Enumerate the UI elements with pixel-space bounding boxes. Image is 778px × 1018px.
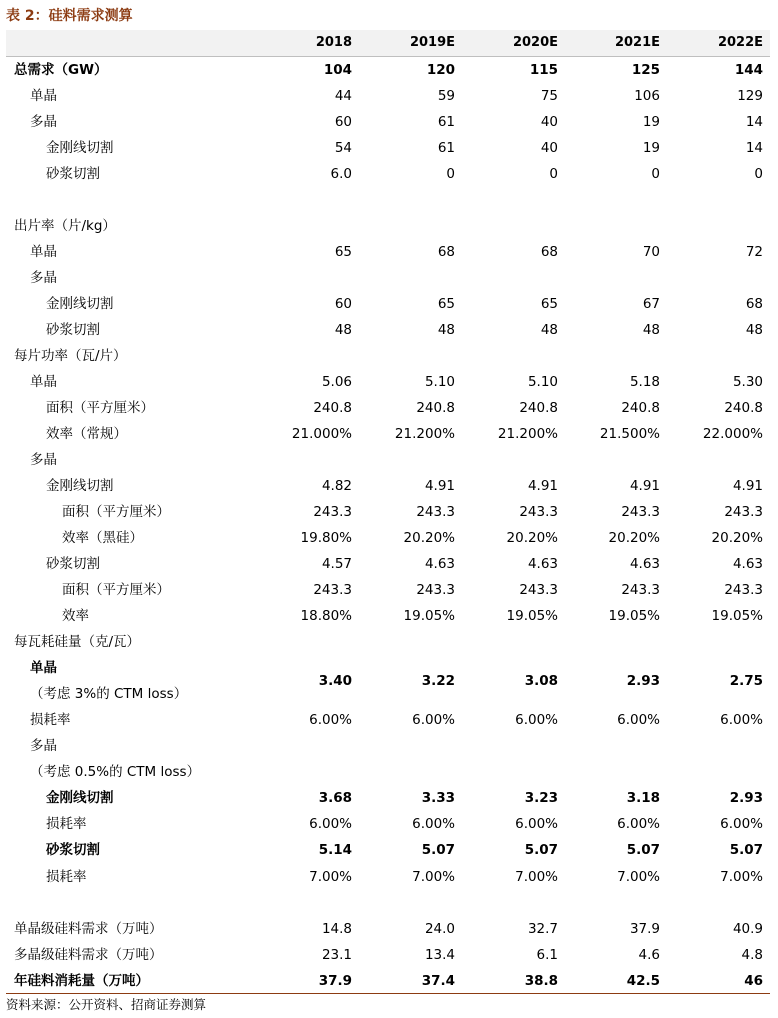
cell-value: 5.18 <box>629 374 660 390</box>
cell-value: 19.80% <box>300 530 352 546</box>
cell-value: 14 <box>745 140 763 156</box>
cell-value: 5.06 <box>321 374 352 390</box>
row-label: 砂浆切割 <box>46 166 100 182</box>
column-header: 2022E <box>717 35 763 50</box>
cell-value: 40.9 <box>732 921 763 937</box>
table-row <box>6 161 770 187</box>
cell-value: 243.3 <box>724 504 763 520</box>
row-label: 单晶 <box>30 374 57 390</box>
row-label: 面积（平方厘米） <box>62 504 170 520</box>
cell-value: 21.200% <box>394 426 455 442</box>
cell-value: 21.500% <box>599 426 660 442</box>
cell-value: 240.8 <box>416 400 455 416</box>
cell-value: 19.05% <box>711 608 763 624</box>
cell-value: 243.3 <box>519 582 558 598</box>
cell-value: 37.9 <box>318 973 352 989</box>
row-label: 多晶 <box>30 452 57 468</box>
cell-value: 4.6 <box>638 947 660 963</box>
row-label: 年硅料消耗量（万吨） <box>14 973 149 989</box>
table-row <box>6 213 770 239</box>
cell-value: 6.0 <box>330 166 352 182</box>
cell-value: 24.0 <box>424 921 455 937</box>
cell-value: 14 <box>745 114 763 130</box>
cell-value: 21.000% <box>291 426 352 442</box>
cell-value: 20.20% <box>506 530 558 546</box>
cell-value: 243.3 <box>621 504 660 520</box>
cell-value: 42.5 <box>626 973 660 989</box>
cell-value: 243.3 <box>416 582 455 598</box>
cell-value: 59 <box>437 88 455 104</box>
cell-value: 5.30 <box>732 374 763 390</box>
cell-value: 0 <box>446 166 455 182</box>
cell-value: 125 <box>631 62 660 78</box>
cell-value: 19.05% <box>608 608 660 624</box>
cell-value: 3.68 <box>318 790 352 806</box>
cell-value: 4.82 <box>321 478 352 494</box>
cell-value: 5.10 <box>527 374 558 390</box>
cell-value: 48 <box>540 322 558 338</box>
table-row <box>6 83 770 109</box>
table-row <box>6 551 770 577</box>
table-row <box>6 499 770 525</box>
cell-value: 5.07 <box>729 842 763 858</box>
row-label: 面积（平方厘米） <box>62 582 170 598</box>
cell-value: 7.00% <box>617 869 660 885</box>
row-label: 多晶 <box>30 738 57 754</box>
table-row <box>6 239 770 265</box>
table-row <box>6 447 770 473</box>
cell-value: 37.4 <box>421 973 455 989</box>
row-label: 砂浆切割 <box>46 322 100 338</box>
table-row <box>6 785 770 811</box>
column-header: 2019E <box>409 35 455 50</box>
cell-value: 5.07 <box>421 842 455 858</box>
cell-value: 40 <box>540 140 558 156</box>
cell-value: 6.00% <box>412 816 455 832</box>
table-row <box>6 942 770 968</box>
cell-value: 19.05% <box>403 608 455 624</box>
table-row-values <box>6 668 770 694</box>
row-label: 单晶 <box>30 244 57 260</box>
cell-value: 4.63 <box>527 556 558 572</box>
row-label: 面积（平方厘米） <box>46 400 154 416</box>
table-title: 表 2：硅料需求测算 <box>6 8 133 24</box>
section-label: 每片功率（瓦/片） <box>14 348 127 364</box>
cell-value: 37.9 <box>629 921 660 937</box>
table-row <box>6 421 770 447</box>
cell-value: 0 <box>549 166 558 182</box>
cell-value: 104 <box>323 62 352 78</box>
row-label: 多晶 <box>30 114 57 130</box>
cell-value: 65 <box>540 296 558 312</box>
row-label: 砂浆切割 <box>46 556 100 572</box>
cell-value: 3.08 <box>524 673 558 689</box>
table-row <box>6 109 770 135</box>
cell-value: 4.63 <box>629 556 660 572</box>
cell-value: 4.91 <box>527 478 558 494</box>
row-label: 损耗率 <box>46 869 87 885</box>
cell-value: 72 <box>745 244 763 260</box>
cell-value: 23.1 <box>321 947 352 963</box>
cell-value: 243.3 <box>313 504 352 520</box>
cell-value: 243.3 <box>621 582 660 598</box>
cell-value: 68 <box>437 244 455 260</box>
cell-value: 48 <box>334 322 352 338</box>
cell-value: 5.07 <box>626 842 660 858</box>
table-row <box>6 525 770 551</box>
cell-value: 6.00% <box>309 712 352 728</box>
cell-value: 75 <box>540 88 558 104</box>
cell-value: 2.93 <box>626 673 660 689</box>
cell-value: 65 <box>334 244 352 260</box>
table-row <box>6 317 770 343</box>
table-row <box>6 369 770 395</box>
row-label: 金刚线切割 <box>46 478 114 494</box>
cell-value: 6.00% <box>515 712 558 728</box>
cell-value: 21.200% <box>497 426 558 442</box>
section-label: 出片率（片/kg） <box>14 218 116 234</box>
cell-value: 20.20% <box>711 530 763 546</box>
cell-value: 240.8 <box>621 400 660 416</box>
table-row <box>6 968 770 994</box>
cell-value: 6.00% <box>617 816 660 832</box>
row-note: （考虑 3%的 CTM loss） <box>30 686 188 702</box>
table-row <box>6 135 770 161</box>
cell-value: 0 <box>651 166 660 182</box>
table-row <box>6 473 770 499</box>
row-label: 砂浆切割 <box>46 842 100 858</box>
row-label: 效率（常规） <box>46 426 127 442</box>
cell-value: 4.63 <box>732 556 763 572</box>
cell-value: 3.23 <box>524 790 558 806</box>
cell-value: 38.8 <box>524 973 558 989</box>
source-note: 资料来源：公开资料、招商证券测算 <box>6 997 207 1012</box>
cell-value: 32.7 <box>527 921 558 937</box>
table-row <box>6 343 770 369</box>
cell-value: 19.05% <box>506 608 558 624</box>
cell-value: 65 <box>437 296 455 312</box>
cell-value: 61 <box>437 114 455 130</box>
row-label: 金刚线切割 <box>46 140 114 156</box>
cell-value: 61 <box>437 140 455 156</box>
cell-value: 7.00% <box>412 869 455 885</box>
cell-value: 6.00% <box>720 816 763 832</box>
table-row <box>6 57 770 83</box>
cell-value: 106 <box>634 88 660 104</box>
table-row <box>6 395 770 421</box>
row-note: （考虑 0.5%的 CTM loss） <box>30 764 201 780</box>
table-bottom-divider <box>6 993 770 994</box>
cell-value: 4.91 <box>732 478 763 494</box>
row-label: 效率（黑硅） <box>62 530 143 546</box>
table-row <box>6 759 770 785</box>
cell-value: 115 <box>529 62 558 78</box>
cell-value: 240.8 <box>519 400 558 416</box>
row-label: 损耗率 <box>46 816 87 832</box>
cell-value: 22.000% <box>702 426 763 442</box>
row-label: 金刚线切割 <box>46 790 114 806</box>
table-row <box>6 291 770 317</box>
cell-value: 19 <box>642 140 660 156</box>
cell-value: 4.63 <box>424 556 455 572</box>
cell-value: 48 <box>642 322 660 338</box>
table-row <box>6 864 770 890</box>
cell-value: 4.91 <box>629 478 660 494</box>
cell-value: 6.00% <box>309 816 352 832</box>
cell-value: 243.3 <box>519 504 558 520</box>
row-label: 多晶级硅料需求（万吨） <box>14 947 163 963</box>
row-label: 单晶 <box>30 88 57 104</box>
cell-value: 70 <box>642 244 660 260</box>
cell-value: 60 <box>334 296 352 312</box>
table-row <box>6 577 770 603</box>
cell-value: 14.8 <box>321 921 352 937</box>
cell-value: 5.07 <box>524 842 558 858</box>
cell-value: 19 <box>642 114 660 130</box>
cell-value: 2.93 <box>729 790 763 806</box>
row-label: 多晶 <box>30 270 57 286</box>
table-row <box>6 733 770 759</box>
row-label: 单晶 <box>30 660 57 676</box>
cell-value: 6.00% <box>617 712 660 728</box>
row-label: 损耗率 <box>30 712 71 728</box>
cell-value: 3.22 <box>421 673 455 689</box>
cell-value: 68 <box>745 296 763 312</box>
cell-value: 7.00% <box>720 869 763 885</box>
table-row <box>6 265 770 291</box>
table-row <box>6 603 770 629</box>
column-header: 2021E <box>614 35 660 50</box>
cell-value: 67 <box>642 296 660 312</box>
cell-value: 3.18 <box>626 790 660 806</box>
cell-value: 243.3 <box>313 582 352 598</box>
cell-value: 129 <box>737 88 763 104</box>
column-header: 2020E <box>512 35 558 50</box>
cell-value: 48 <box>745 322 763 338</box>
cell-value: 4.8 <box>741 947 763 963</box>
row-label: 单晶级硅料需求（万吨） <box>14 921 163 937</box>
table-row <box>6 811 770 837</box>
cell-value: 68 <box>540 244 558 260</box>
cell-value: 60 <box>334 114 352 130</box>
cell-value: 144 <box>734 62 763 78</box>
row-label: 效率 <box>62 608 89 624</box>
cell-value: 243.3 <box>416 504 455 520</box>
cell-value: 4.91 <box>424 478 455 494</box>
cell-value: 243.3 <box>724 582 763 598</box>
cell-value: 120 <box>426 62 455 78</box>
cell-value: 240.8 <box>313 400 352 416</box>
cell-value: 2.75 <box>729 673 763 689</box>
cell-value: 6.00% <box>720 712 763 728</box>
cell-value: 48 <box>437 322 455 338</box>
cell-value: 18.80% <box>300 608 352 624</box>
cell-value: 4.57 <box>321 556 352 572</box>
cell-value: 7.00% <box>515 869 558 885</box>
table-header <box>6 30 770 57</box>
cell-value: 20.20% <box>403 530 455 546</box>
table-row <box>6 629 770 655</box>
cell-value: 54 <box>334 140 352 156</box>
cell-value: 40 <box>540 114 558 130</box>
table-row <box>6 837 770 863</box>
table-row <box>6 916 770 942</box>
column-header: 2018 <box>315 35 352 50</box>
cell-value: 3.40 <box>318 673 352 689</box>
cell-value: 6.1 <box>536 947 558 963</box>
cell-value: 44 <box>334 88 352 104</box>
cell-value: 3.33 <box>421 790 455 806</box>
cell-value: 46 <box>744 973 763 989</box>
cell-value: 7.00% <box>309 869 352 885</box>
cell-value: 20.20% <box>608 530 660 546</box>
row-label: 金刚线切割 <box>46 296 114 312</box>
cell-value: 240.8 <box>724 400 763 416</box>
cell-value: 6.00% <box>515 816 558 832</box>
cell-value: 5.10 <box>424 374 455 390</box>
cell-value: 13.4 <box>424 947 455 963</box>
section-label: 每瓦耗硅量（克/瓦） <box>14 634 141 650</box>
row-label: 总需求（GW） <box>14 62 108 78</box>
cell-value: 0 <box>754 166 763 182</box>
table-row <box>6 707 770 733</box>
cell-value: 5.14 <box>318 842 352 858</box>
cell-value: 6.00% <box>412 712 455 728</box>
